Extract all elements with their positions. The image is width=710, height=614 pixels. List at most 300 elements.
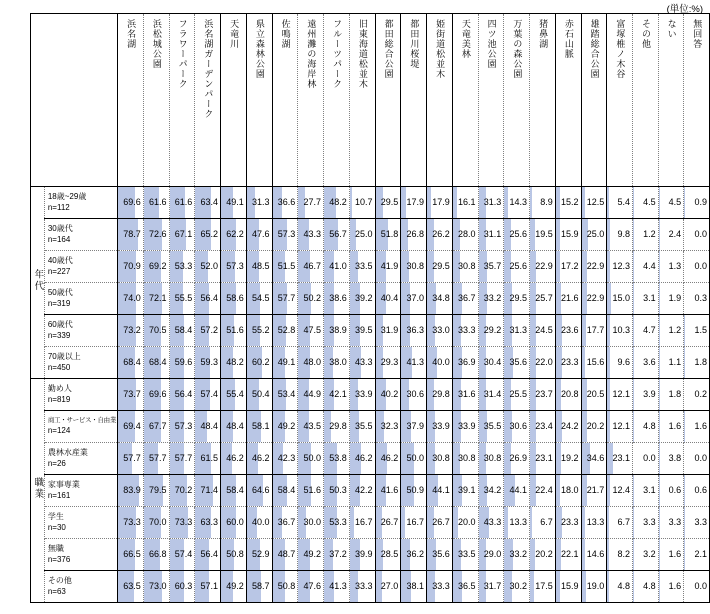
value-text: 51.6	[303, 485, 322, 495]
value-text: 16.1	[458, 197, 476, 207]
value-cell	[349, 187, 375, 219]
row-label: 勤め人	[47, 384, 72, 394]
value-text: 60.3	[174, 581, 193, 591]
row-label: 40歳代	[47, 256, 73, 266]
value-cell	[272, 571, 298, 603]
value-cell	[169, 315, 195, 347]
value-text: 58.4	[174, 325, 193, 335]
value-text: 48.2	[226, 357, 244, 367]
row-sample-size: n=339	[47, 330, 71, 340]
column-header	[118, 14, 144, 187]
value-cell	[298, 379, 324, 411]
column-header	[195, 14, 221, 187]
value-text: 49.2	[226, 581, 244, 591]
value-text: 37.9	[406, 421, 425, 431]
value-cell	[195, 443, 221, 475]
value-text: 48.4	[226, 421, 244, 431]
value-cell	[607, 347, 633, 379]
value-cell	[272, 219, 298, 251]
value-text: 52.9	[252, 549, 270, 559]
value-text: 12.1	[612, 421, 631, 431]
value-cell	[478, 379, 504, 411]
value-text: 36.6	[277, 197, 296, 207]
value-text: 3.9	[643, 389, 656, 399]
value-cell	[427, 475, 453, 507]
value-cell	[581, 571, 607, 603]
value-cell	[143, 571, 169, 603]
value-cell	[555, 507, 581, 539]
value-cell	[478, 187, 504, 219]
value-cell	[452, 571, 478, 603]
row-label-cell	[44, 283, 117, 315]
value-text: 0.0	[694, 229, 707, 239]
value-text: 20.8	[561, 389, 579, 399]
value-text: 25.0	[586, 229, 605, 239]
value-text: 36.7	[458, 293, 476, 303]
value-text: 66.5	[123, 549, 141, 559]
value-cell	[555, 219, 581, 251]
value-cell	[143, 507, 169, 539]
value-cell	[324, 283, 350, 315]
value-text: 46.2	[252, 453, 270, 463]
value-cell	[607, 411, 633, 443]
value-cell	[504, 315, 530, 347]
value-cell	[324, 347, 350, 379]
row-label: 70歳以上	[47, 352, 81, 362]
value-cell	[375, 315, 401, 347]
value-cell	[375, 443, 401, 475]
value-cell	[169, 571, 195, 603]
value-text: 27.7	[303, 197, 322, 207]
value-text: 39.5	[355, 325, 373, 335]
row-sample-size: n=164	[47, 234, 71, 244]
value-text: 53.3	[329, 517, 347, 527]
value-cell	[607, 187, 633, 219]
column-header	[581, 14, 607, 187]
value-cell	[607, 475, 633, 507]
value-text: 3.8	[668, 453, 682, 463]
value-text: 73.0	[149, 581, 167, 591]
value-text: 34.2	[483, 485, 502, 495]
value-cell	[143, 315, 169, 347]
value-text: 41.3	[406, 357, 425, 367]
value-text: 29.2	[483, 325, 502, 335]
value-text: 36.2	[406, 549, 425, 559]
value-cell	[349, 539, 375, 571]
value-cell	[298, 251, 324, 283]
value-text: 17.9	[432, 197, 450, 207]
value-cell	[607, 219, 633, 251]
value-text: 35.6	[509, 357, 528, 367]
value-text: 35.6	[432, 549, 450, 559]
value-text: 35.7	[483, 261, 502, 271]
value-cell	[633, 219, 659, 251]
column-header-label: フルーツパーク	[332, 19, 343, 89]
value-text: 1.6	[694, 421, 707, 431]
value-cell	[555, 539, 581, 571]
value-text: 31.6	[458, 389, 476, 399]
value-text: 50.9	[406, 485, 425, 495]
value-cell	[633, 379, 659, 411]
row-label: その他	[47, 576, 72, 586]
value-cell	[530, 315, 556, 347]
value-cell	[452, 251, 478, 283]
value-cell	[581, 219, 607, 251]
value-text: 52.0	[200, 261, 219, 271]
value-cell	[658, 283, 684, 315]
value-cell	[169, 251, 195, 283]
value-cell	[246, 571, 272, 603]
value-text: 26.9	[509, 453, 528, 463]
value-cell	[607, 539, 633, 571]
value-cell	[298, 411, 324, 443]
value-text: 1.5	[694, 325, 707, 335]
row-label-cell	[44, 187, 117, 219]
value-cell	[427, 507, 453, 539]
value-text: 79.5	[149, 485, 167, 495]
value-text: 50.3	[329, 485, 347, 495]
value-text: 23.7	[535, 389, 553, 399]
value-cell	[658, 251, 684, 283]
value-text: 22.9	[586, 293, 605, 303]
value-text: 53.8	[329, 453, 347, 463]
value-text: 30.8	[432, 453, 450, 463]
column-header-label: 猪鼻湖	[538, 19, 549, 49]
value-text: 33.9	[355, 389, 373, 399]
value-cell	[478, 347, 504, 379]
value-text: 12.5	[586, 197, 605, 207]
value-text: 57.7	[277, 293, 296, 303]
value-cell	[298, 571, 324, 603]
value-text: 12.1	[612, 389, 631, 399]
value-cell	[349, 251, 375, 283]
row-sample-size: n=819	[47, 394, 71, 404]
table-row	[31, 219, 710, 251]
table-row	[31, 347, 710, 379]
value-cell	[195, 507, 221, 539]
value-cell	[581, 411, 607, 443]
value-text: 65.2	[200, 229, 219, 239]
value-cell	[658, 411, 684, 443]
value-text: 15.6	[586, 357, 605, 367]
value-text: 1.6	[668, 421, 682, 431]
value-text: 44.9	[303, 389, 322, 399]
value-cell	[324, 315, 350, 347]
value-cell	[633, 283, 659, 315]
value-cell	[195, 283, 221, 315]
value-text: 4.8	[617, 581, 631, 591]
value-text: 57.3	[174, 421, 193, 431]
value-cell	[143, 379, 169, 411]
value-text: 56.4	[200, 293, 219, 303]
row-sample-size: n=227	[47, 266, 71, 276]
value-text: 25.0	[355, 229, 373, 239]
value-text: 56.4	[200, 549, 219, 559]
table-body	[31, 14, 710, 603]
row-group-label-text: 年代	[32, 268, 44, 292]
value-cell	[401, 315, 427, 347]
value-text: 39.1	[458, 485, 476, 495]
value-text: 14.3	[509, 197, 528, 207]
value-cell	[684, 539, 710, 571]
value-text: 71.4	[200, 485, 219, 495]
value-cell	[118, 507, 144, 539]
value-cell	[633, 539, 659, 571]
value-cell	[530, 571, 556, 603]
value-text: 49.1	[277, 357, 296, 367]
value-text: 0.0	[694, 261, 707, 271]
value-cell	[246, 539, 272, 571]
value-cell	[324, 187, 350, 219]
value-cell	[530, 283, 556, 315]
value-cell	[581, 347, 607, 379]
value-cell	[684, 283, 710, 315]
value-cell	[349, 379, 375, 411]
value-text: 67.7	[149, 421, 167, 431]
value-text: 63.5	[123, 581, 141, 591]
value-cell	[581, 475, 607, 507]
value-cell	[684, 443, 710, 475]
value-text: 20.2	[535, 549, 553, 559]
row-sample-size: n=319	[47, 298, 71, 308]
value-text: 70.2	[174, 485, 193, 495]
value-cell	[324, 539, 350, 571]
value-cell	[221, 507, 247, 539]
unit-label: (単位:%)	[666, 4, 703, 15]
value-text: 48.0	[303, 357, 322, 367]
value-cell	[324, 571, 350, 603]
value-cell	[633, 347, 659, 379]
value-cell	[607, 379, 633, 411]
value-cell	[195, 219, 221, 251]
value-text: 33.0	[432, 325, 450, 335]
row-sample-size: n=30	[47, 522, 66, 532]
value-text: 73.2	[123, 325, 141, 335]
value-text: 40.2	[380, 389, 399, 399]
value-text: 32.3	[380, 421, 399, 431]
value-cell	[118, 571, 144, 603]
row-label: 50歳代	[47, 288, 73, 298]
value-cell	[375, 379, 401, 411]
value-text: 49.1	[226, 197, 244, 207]
value-text: 31.3	[509, 325, 528, 335]
value-text: 3.3	[643, 517, 656, 527]
value-cell	[504, 187, 530, 219]
value-cell	[298, 507, 324, 539]
value-cell	[349, 283, 375, 315]
table-row	[31, 507, 710, 539]
row-label-cell	[44, 379, 117, 411]
value-text: 31.1	[483, 229, 502, 239]
value-cell	[246, 347, 272, 379]
column-header	[452, 14, 478, 187]
value-text: 1.6	[668, 581, 682, 591]
column-header-label: 四ツ池公園	[486, 19, 497, 69]
value-text: 0.0	[643, 453, 656, 463]
value-text: 4.4	[643, 261, 656, 271]
value-text: 69.2	[149, 261, 167, 271]
value-cell	[143, 443, 169, 475]
value-cell	[195, 251, 221, 283]
value-text: 72.1	[149, 293, 167, 303]
row-group-label	[31, 379, 45, 603]
value-text: 37.2	[329, 549, 347, 559]
value-cell	[401, 379, 427, 411]
value-cell	[555, 475, 581, 507]
value-text: 42.2	[355, 485, 373, 495]
column-header-label: 浜名湖ガーデンパーク	[203, 19, 214, 119]
value-cell	[658, 539, 684, 571]
value-text: 23.1	[535, 453, 553, 463]
value-cell	[555, 347, 581, 379]
value-cell	[375, 251, 401, 283]
value-text: 53.3	[174, 261, 193, 271]
value-cell	[633, 443, 659, 475]
value-cell	[427, 283, 453, 315]
value-text: 9.6	[617, 357, 631, 367]
value-cell	[349, 219, 375, 251]
value-text: 29.8	[432, 389, 450, 399]
value-cell	[272, 475, 298, 507]
value-text: 57.2	[200, 325, 219, 335]
row-label-cell	[44, 251, 117, 283]
value-text: 25.7	[535, 293, 553, 303]
value-cell	[324, 411, 350, 443]
value-text: 22.9	[586, 261, 605, 271]
table-row	[31, 315, 710, 347]
value-cell	[478, 251, 504, 283]
value-text: 70.5	[149, 325, 167, 335]
value-text: 52.8	[277, 325, 296, 335]
column-header-label: 浜松城公園	[151, 19, 162, 69]
value-cell	[478, 443, 504, 475]
value-cell	[684, 475, 710, 507]
value-cell	[581, 443, 607, 475]
value-cell	[221, 283, 247, 315]
value-text: 1.1	[668, 357, 682, 367]
value-cell	[633, 251, 659, 283]
value-text: 1.8	[668, 389, 682, 399]
value-cell	[169, 347, 195, 379]
value-text: 66.8	[149, 549, 167, 559]
table-row	[31, 443, 710, 475]
value-cell	[530, 251, 556, 283]
value-cell	[401, 539, 427, 571]
value-cell	[581, 187, 607, 219]
value-cell	[272, 251, 298, 283]
value-cell	[452, 443, 478, 475]
value-cell	[581, 507, 607, 539]
column-header-label: 天竜川	[229, 19, 240, 49]
value-cell	[658, 219, 684, 251]
value-cell	[504, 475, 530, 507]
value-cell	[118, 475, 144, 507]
value-text: 1.6	[668, 549, 682, 559]
value-text: 51.6	[226, 325, 244, 335]
value-cell	[375, 219, 401, 251]
value-text: 64.6	[252, 485, 270, 495]
column-header-label: 天竜美林	[460, 19, 471, 59]
value-text: 55.4	[226, 389, 244, 399]
value-cell	[555, 315, 581, 347]
value-text: 0.3	[694, 293, 707, 303]
value-cell	[452, 507, 478, 539]
value-cell	[633, 571, 659, 603]
value-cell	[375, 187, 401, 219]
row-label: 商工・サービス・自由業	[47, 417, 117, 425]
value-text: 48.7	[277, 549, 296, 559]
value-cell	[684, 411, 710, 443]
value-cell	[143, 475, 169, 507]
value-cell	[118, 379, 144, 411]
value-cell	[478, 507, 504, 539]
value-cell	[607, 251, 633, 283]
value-cell	[246, 411, 272, 443]
value-cell	[221, 187, 247, 219]
value-cell	[246, 507, 272, 539]
row-sample-size: n=124	[47, 425, 71, 435]
value-cell	[633, 507, 659, 539]
column-header	[246, 14, 272, 187]
value-cell	[427, 379, 453, 411]
column-header	[272, 14, 298, 187]
value-text: 55.5	[174, 293, 193, 303]
value-text: 46.2	[380, 453, 399, 463]
value-text: 58.4	[226, 485, 244, 495]
row-label: 30歳代	[47, 224, 73, 234]
value-cell	[427, 443, 453, 475]
value-cell	[272, 347, 298, 379]
value-cell	[169, 283, 195, 315]
value-text: 33.5	[458, 549, 476, 559]
value-cell	[401, 443, 427, 475]
value-text: 15.9	[561, 581, 579, 591]
value-text: 46.2	[226, 453, 244, 463]
value-text: 26.7	[380, 517, 399, 527]
value-text: 18.0	[561, 485, 579, 495]
value-cell	[272, 283, 298, 315]
value-cell	[530, 507, 556, 539]
value-cell	[581, 283, 607, 315]
column-header-label: 旧東海道松並木	[357, 19, 368, 89]
value-text: 31.3	[252, 197, 270, 207]
value-text: 57.1	[200, 581, 219, 591]
value-cell	[581, 251, 607, 283]
value-text: 49.2	[277, 421, 296, 431]
value-text: 20.2	[586, 421, 605, 431]
row-label: 農林水産業	[47, 448, 88, 458]
value-text: 6.7	[540, 517, 553, 527]
value-cell	[195, 571, 221, 603]
value-text: 48.5	[252, 261, 270, 271]
value-cell	[607, 283, 633, 315]
value-cell	[349, 443, 375, 475]
column-header	[633, 14, 659, 187]
value-text: 42.1	[329, 389, 347, 399]
value-text: 15.0	[612, 293, 631, 303]
value-text: 58.7	[252, 581, 270, 591]
value-cell	[452, 187, 478, 219]
value-cell	[504, 347, 530, 379]
value-text: 58.1	[252, 421, 270, 431]
value-cell	[684, 251, 710, 283]
value-cell	[427, 539, 453, 571]
value-text: 1.3	[668, 261, 682, 271]
value-text: 17.9	[406, 197, 425, 207]
value-text: 15.9	[561, 229, 579, 239]
value-cell	[246, 219, 272, 251]
value-cell	[324, 379, 350, 411]
